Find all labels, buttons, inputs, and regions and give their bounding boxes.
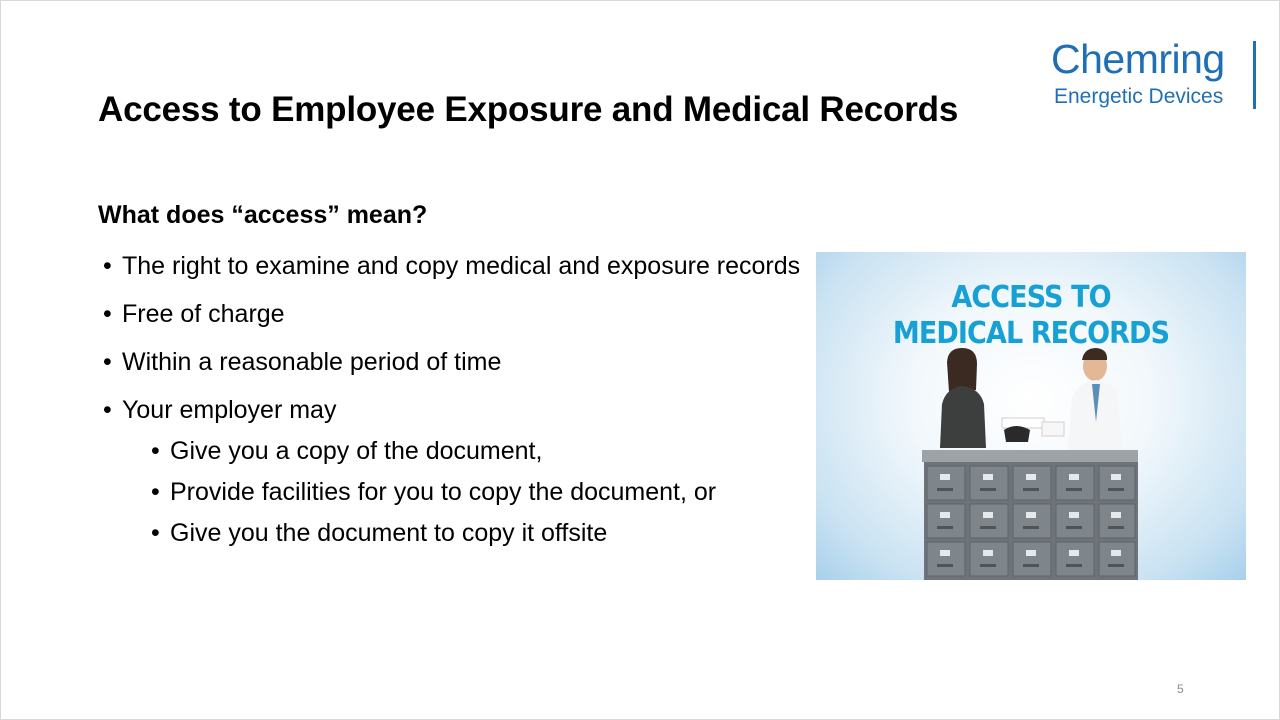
company-logo: [1047, 37, 1259, 109]
sub-bullet-item: • Give you the document to copy it offsite: [122, 516, 803, 551]
bullet-item: • The right to examine and copy medical and exposure records: [103, 249, 803, 284]
image-caption: [838, 280, 1225, 352]
sub-bullet-item: • Give you a copy of the document,: [122, 434, 803, 469]
bullet-item: [103, 393, 803, 551]
bullet-item: • Within a reasonable period of time: [103, 345, 803, 380]
bullet-list: [103, 249, 803, 564]
image-caption-line: ACCESS TO: [951, 280, 1111, 315]
sub-bullet-list: [122, 434, 803, 551]
logo-divider: [1253, 41, 1256, 109]
logo-subtitle: Energetic Devices: [1054, 85, 1224, 108]
section-heading: What does “access” mean?: [98, 201, 428, 229]
image-caption-line: MEDICAL RECORDS: [892, 316, 1170, 351]
logo-name: Chemring: [1051, 36, 1225, 82]
slide-title: Access to Employee Exposure and Medical Records: [98, 90, 959, 129]
sub-bullet-item: • Provide facilities for you to copy the document, or: [122, 475, 803, 510]
page-number: 5: [1177, 682, 1184, 696]
bullet-item: • Free of charge: [103, 297, 803, 332]
bullet-item-label: Your employer may: [122, 396, 337, 424]
medical-records-image: [816, 252, 1246, 580]
